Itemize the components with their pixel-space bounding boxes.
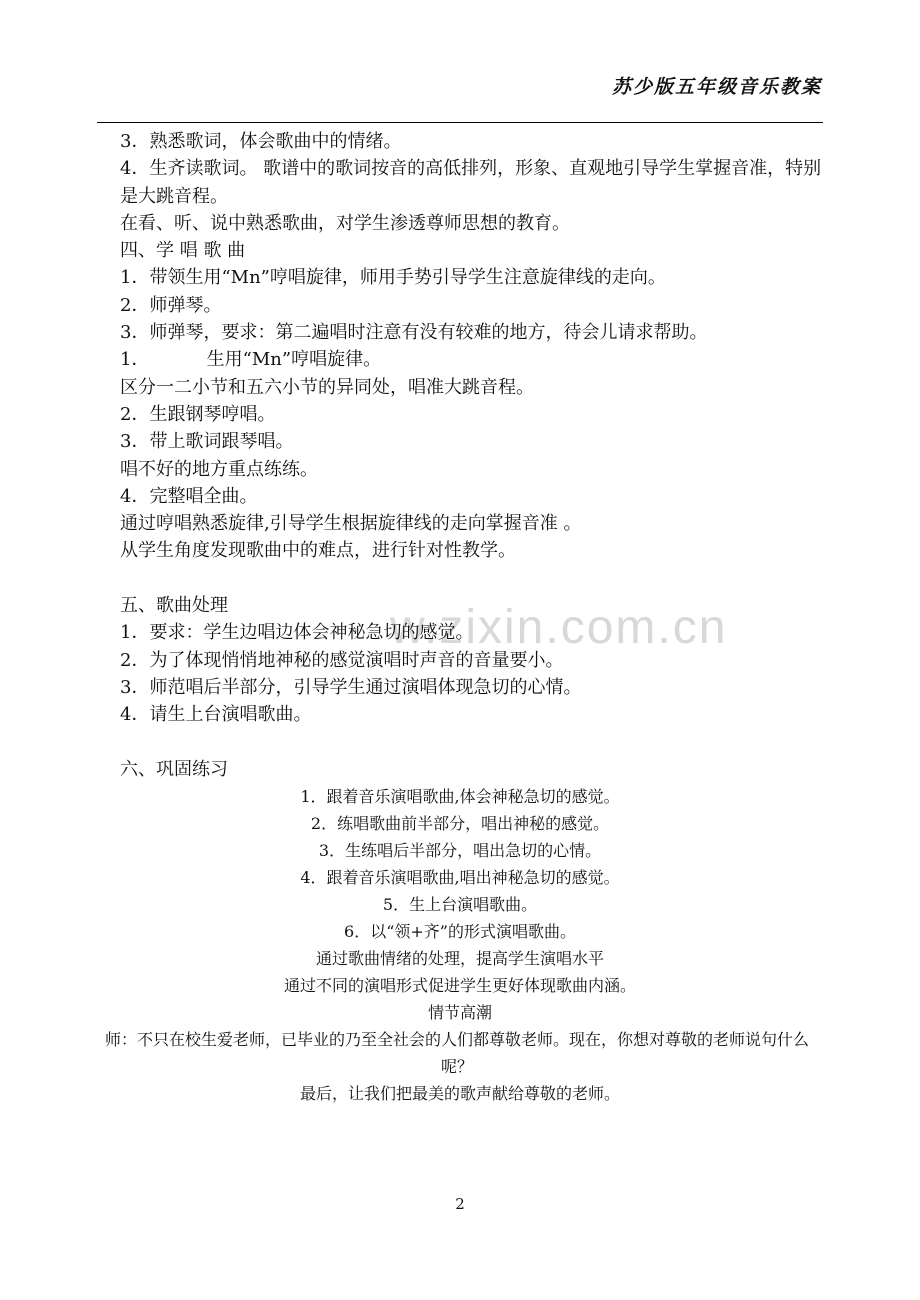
body-line: 2．师弹琴。 (120, 294, 222, 316)
body-line: 4．请生上台演唱歌曲。 (120, 704, 312, 726)
blank-line (120, 565, 826, 592)
section-heading: 四、学 唱 歌 曲 (120, 240, 246, 262)
body-line: 从学生角度发现歌曲中的难点，进行针对性教学。 (120, 540, 516, 562)
body-line: 1． 生用“Mn”哼唱旋律。 (120, 349, 382, 371)
body-line: 4．生齐读歌词。 歌谱中的歌词按音的高低排列，形象、直观地引导学生掌握音准，特别是大跳音程。 (120, 158, 822, 207)
blank-line (120, 729, 826, 756)
centered-line: 1．跟着音乐演唱歌曲,体会神秘急切的感觉。 (300, 787, 620, 807)
body-line: 区分一二小节和五六小节的异同处，唱准大跳音程。 (120, 376, 534, 398)
body-line: 通过哼唱熟悉旋律,引导学生根据旋律线的走向掌握音准 。 (120, 513, 582, 535)
page-number: 2 (455, 1195, 465, 1213)
centered-line: 2．练唱歌曲前半部分，唱出神秘的感觉。 (310, 814, 610, 834)
body-line: 3．师弹琴，要求：第二遍唱时注意有没有较难的地方，待会儿请求帮助。 (120, 322, 708, 344)
body-line: 3．带上歌词跟琴唱。 (120, 431, 294, 453)
centered-line: 3．生练唱后半部分，唱出急切的心情。 (318, 841, 602, 861)
centered-line: 通过不同的演唱形式促进学生更好体现歌曲内涵。 (283, 976, 636, 996)
body-line: 唱不好的地方重点练练。 (120, 458, 318, 480)
body-line: 1．带领生用“Mn”哼唱旋律，师用手势引导学生注意旋律线的走向。 (120, 267, 666, 289)
section-heading: 六、巩固练习 (120, 758, 228, 780)
centered-line: 6．以“领+齐”的形式演唱歌曲。 (344, 922, 576, 942)
body-line: 4．完整唱全曲。 (120, 485, 258, 507)
watermark: w.zixin.com.cn (390, 601, 728, 654)
body-line: 2．为了体现悄悄地神秘的感觉演唱时声音的音量要小。 (120, 649, 564, 671)
centered-line: 最后，让我们把最美的歌声献给尊敬的老师。 (299, 1084, 620, 1104)
centered-block (104, 783, 809, 1107)
body-line: 1．要求：学生边唱边体会神秘急切的感觉。 (120, 622, 474, 644)
centered-line: 情节高潮 (427, 1003, 492, 1023)
section-heading: 五、歌曲处理 (120, 595, 228, 617)
centered-line: 通过歌曲情绪的处理，提高学生演唱水平 (315, 949, 604, 969)
header-title: 苏少版五年级音乐教案 (611, 76, 822, 98)
body-line: 3．师范唱后半部分，引导学生通过演唱体现急切的心情。 (120, 676, 582, 698)
centered-line: 师：不只在校生爱老师，已毕业的乃至全社会的人们都尊敬老师。现在，你想对尊敬的老师说句什么呢？ (104, 1030, 809, 1077)
centered-line: 4．跟着音乐演唱歌曲,唱出神秘急切的感觉。 (300, 868, 620, 888)
body-line: 在看、听、说中熟悉歌曲，对学生渗透尊师思想的教育。 (120, 212, 570, 234)
centered-line: 5．生上台演唱歌曲。 (382, 895, 538, 915)
body-line: 3．熟悉歌词，体会歌曲中的情绪。 (120, 131, 402, 152)
body-line: 2．生跟钢琴哼唱。 (120, 403, 276, 425)
header-divider (97, 122, 823, 123)
document-body (104, 128, 826, 1107)
